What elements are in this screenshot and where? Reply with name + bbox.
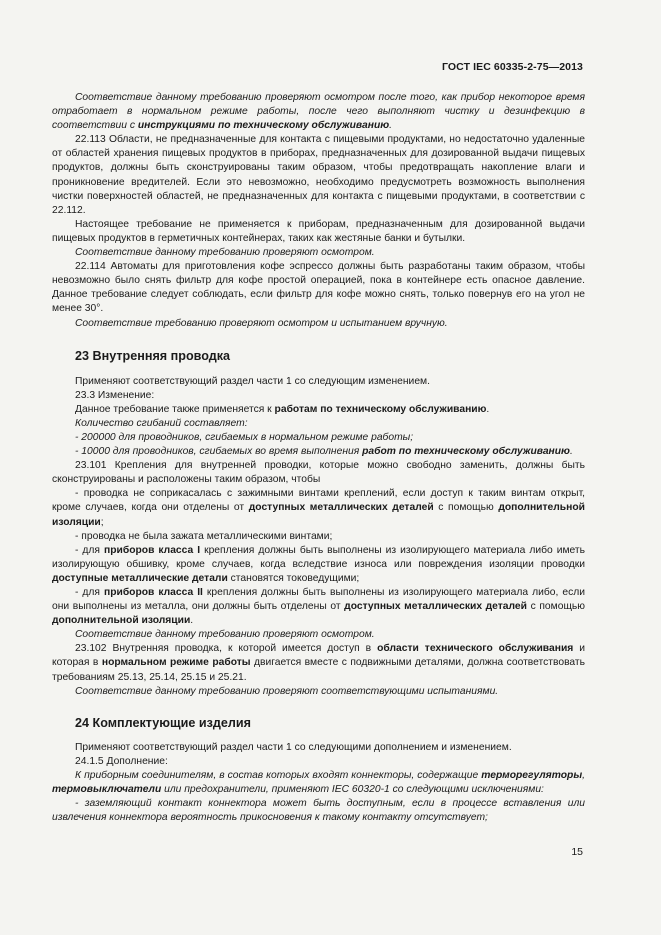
term-bold: доступные металлические детали bbox=[52, 572, 228, 584]
text-span: - 10000 для проводников, сгибаемых во время выполнения bbox=[75, 446, 363, 458]
paragraph-compliance-inspection: Соответствие данному требованию проверяют осмотром. bbox=[75, 247, 375, 259]
text-span: 23.102 Внутренняя проводка, к которой имеется доступ в bbox=[75, 643, 378, 655]
paragraph-compliance-cleaning bbox=[52, 91, 585, 133]
text-span: Соответствие данному требованию проверяют осмотром после того, как прибор некоторое время отработает в нормальном режиме работы, после чего выполняют чистку и дезинфекцию в соответствии с bbox=[52, 92, 585, 132]
page-body bbox=[52, 91, 585, 825]
text-span: с помощью bbox=[527, 601, 585, 613]
text-span: ; bbox=[100, 516, 104, 528]
term-bold: инструкциями по техническому обслуживанию bbox=[137, 120, 390, 132]
paragraph-22-113: 22.113 Области, не предназначенные для контакта с пищевыми продуктами, но недостаточно удаленные от областей хранения пищевых продуктов в приборах, предназначенных для дозированной выдачи пищевых продуктов, должны быть сконструированы таким образом, чтобы предотвращать накопление влаги и проникновение вредителей. Если это невозможно, необходимо предусмотреть возможность выполнения чистки поверхностей областей, не предназначенных для контакта с пищевыми продуктами, в соответствии с 22.112. bbox=[52, 134, 585, 216]
term-bold: терморегуляторы bbox=[481, 769, 583, 781]
list-item-earthing-contact: - заземляющий контакт коннектора может быть доступным, если в процессе вставления или извлечения коннектора вероятность прикосновения к такому контакту отсутствует; bbox=[52, 798, 585, 824]
paragraph-24-1-5-text bbox=[52, 769, 585, 797]
text-span: , bbox=[582, 769, 585, 781]
list-item-200000: - 200000 для проводников, сгибаемых в нормальном режиме работы; bbox=[75, 431, 414, 443]
text-span: и которая в bbox=[52, 643, 586, 669]
text-span: Данное требование также применяется к bbox=[75, 403, 275, 415]
text-span: - проводка не соприкасалась с зажимными винтами креплений, если доступ к таким винтам открыт, кроме случаев, когда они отделены от bbox=[52, 488, 585, 514]
text-span: или предохранители, применяют IEC 60320-1 со следующими исключениями: bbox=[161, 784, 544, 796]
text-span: с помощью bbox=[433, 502, 499, 514]
term-bold: приборов класса II bbox=[103, 587, 203, 598]
term-bold: дополнительной изоляции bbox=[52, 502, 585, 528]
term-bold: доступных металлических деталей bbox=[344, 601, 527, 613]
list-item-10000 bbox=[52, 445, 585, 459]
paragraph-compliance-manual-test: Соответствие требованию проверяют осмотром и испытанием вручную. bbox=[75, 317, 448, 329]
paragraph-23-101: 23.101 Крепления для внутренней проводки, которые можно свободно заменить, должны быть сконструированы и расположены таким образом, чтобы bbox=[52, 460, 585, 486]
text-span: двигается вместе с подвижными деталями, должна соответствовать требованиям 25.13, 25.14, 25.15 и 25.21. bbox=[52, 657, 586, 683]
paragraph-22-114: 22.114 Автоматы для приготовления кофе эспрессо должны быть разработаны таким образом, чтобы невозможно было снять фильтр для кофе простой операцией, пока в контейнере есть опасное давление. Данное требование следует соблюдать, если фильтр для кофе можно снять, только повернув его на угол не менее 30°. bbox=[52, 261, 585, 315]
text-span: становятся токоведущими; bbox=[227, 572, 360, 584]
section-23-heading: 23 Внутренняя проводка bbox=[75, 348, 231, 363]
term-bold: нормальном режиме работы bbox=[101, 657, 251, 669]
term-bold: работ по техническому обслуживанию bbox=[362, 446, 570, 458]
page-number: 15 bbox=[571, 846, 583, 858]
list-item-metal-screws: - проводка не была зажата металлическими винтами; bbox=[75, 530, 333, 542]
section-24-heading: 24 Комплектующие изделия bbox=[75, 715, 251, 730]
text-span: крепления должны быть выполнены из изолирующего материала либо, если они выполнены из металла, они должны быть отделены от bbox=[52, 587, 585, 613]
paragraph-23-3-text bbox=[52, 403, 585, 417]
paragraph-compliance-tests: Соответствие данному требованию проверяют соответствующими испытаниями. bbox=[75, 685, 499, 697]
paragraph-sealed-containers: Настоящее требование не применяется к приборам, предназначенным для дозированной выдачи пищевых продуктов в герметичных контейнерах, таких как жестяные банки и бутылки. bbox=[52, 218, 585, 244]
list-item-clamping-screws bbox=[52, 487, 585, 529]
paragraph-flex-count: Количество сгибаний составляет: bbox=[75, 417, 248, 429]
standard-header: ГОСТ IEC 60335-2-75—2013 bbox=[441, 61, 583, 73]
text-span: - для bbox=[75, 587, 104, 598]
text-span: . bbox=[190, 615, 194, 627]
text-span: крепления должны быть выполнены из изолирующего материала либо иметь изолирующую обшивку, кроме случаев, когда вследствие износа или повреждения изоляции проводки bbox=[52, 544, 586, 570]
paragraph-s24-intro: Применяют соответствующий раздел части 1 со следующими дополнением и изменением. bbox=[75, 741, 512, 753]
term-bold: термовыключатели bbox=[52, 784, 162, 796]
paragraph-24-1-5: 24.1.5 Дополнение: bbox=[75, 755, 168, 767]
text-span: . bbox=[389, 120, 393, 132]
list-item-class-2 bbox=[52, 586, 585, 628]
term-bold: области технического обслуживания bbox=[377, 643, 574, 655]
text-span: . bbox=[569, 446, 573, 458]
text-span: - для bbox=[75, 544, 104, 556]
term-bold: дополнительной изоляции bbox=[52, 615, 191, 627]
list-item-class-1 bbox=[52, 544, 585, 586]
paragraph-compliance-inspection-23: Соответствие данному требованию проверяют осмотром. bbox=[75, 629, 375, 641]
term-bold: работам по техническому обслуживанию bbox=[274, 403, 487, 415]
term-bold: доступных металлических деталей bbox=[248, 502, 434, 514]
paragraph-23-102 bbox=[52, 642, 585, 684]
paragraph-23-3: 23.3 Изменение: bbox=[75, 389, 155, 401]
term-bold: приборов класса I bbox=[104, 544, 201, 556]
text-span: . bbox=[486, 403, 490, 415]
text-span: К приборным соединителям, в состав которых входят коннекторы, содержащие bbox=[75, 769, 482, 781]
paragraph-s23-intro: Применяют соответствующий раздел части 1 со следующим изменением. bbox=[75, 375, 430, 387]
